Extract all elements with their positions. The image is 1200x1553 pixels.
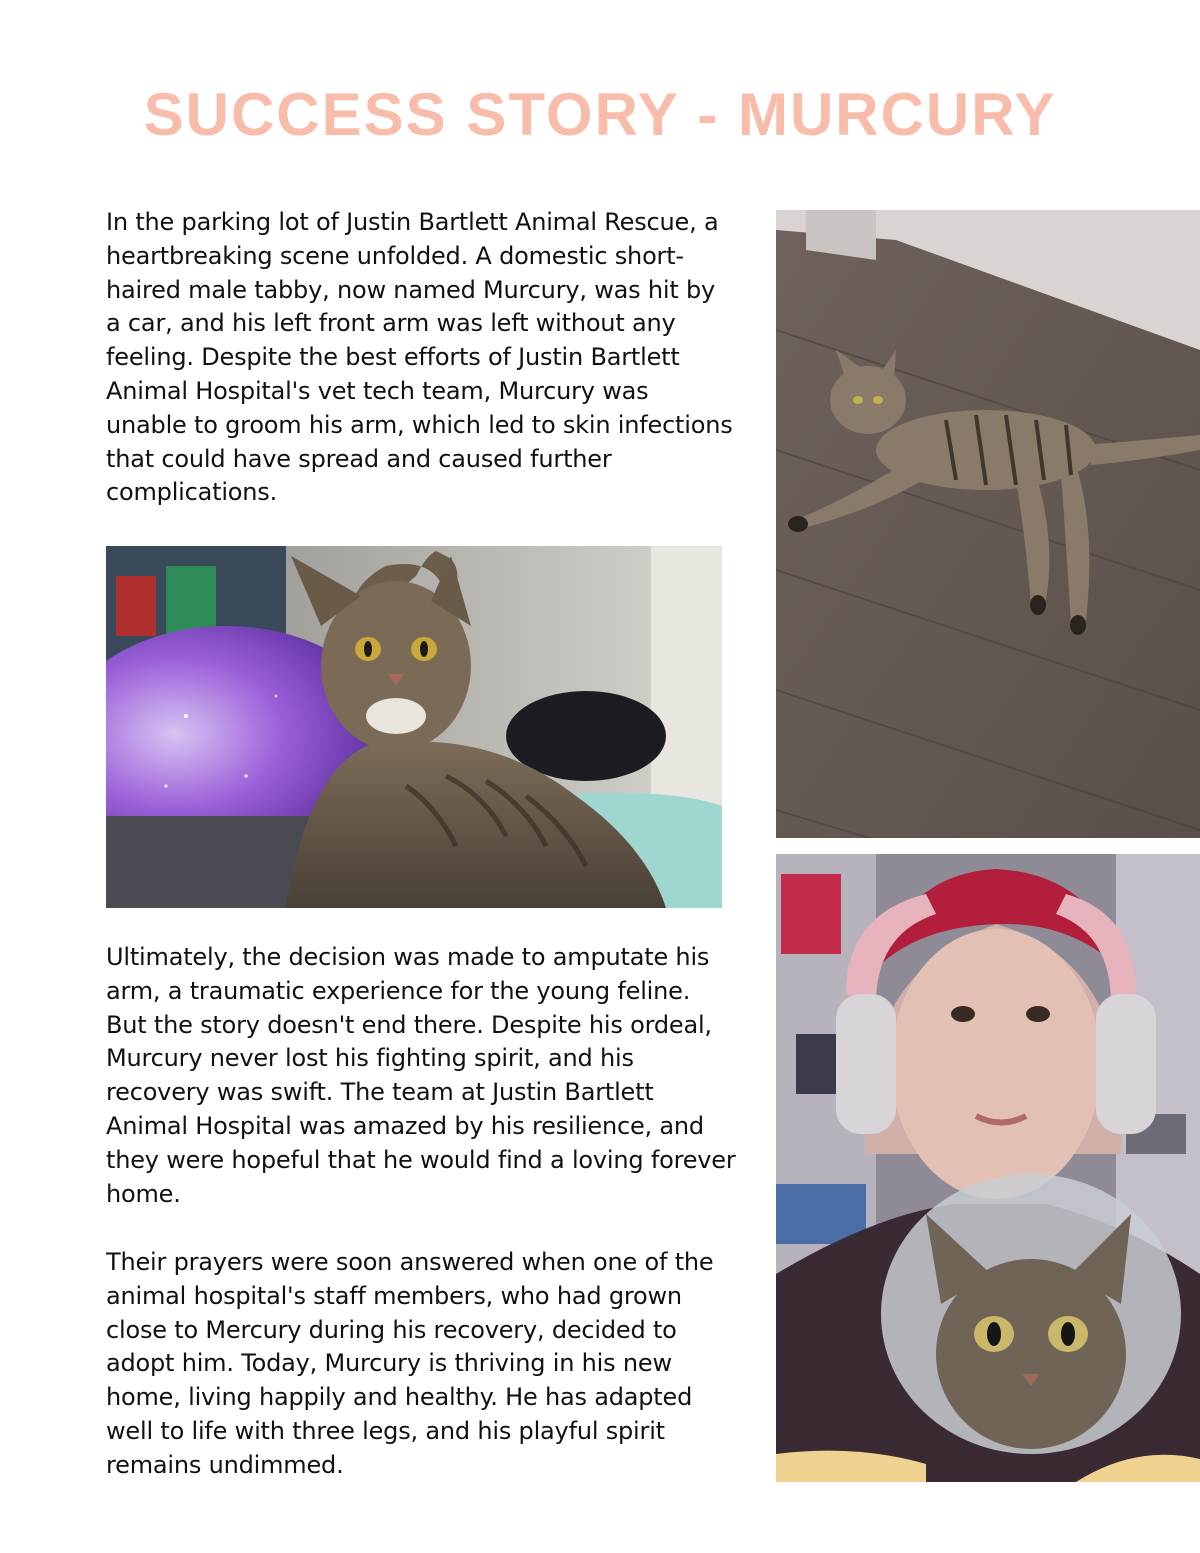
photo-tabby-cat-on-bed xyxy=(106,546,722,908)
page-title: SUCCESS STORY - MURCURY xyxy=(143,81,1057,148)
story-paragraph-3: Their prayers were soon answered when one of the animal hospital's staff members, who had grown close to Mercury during his recovery, decided to adopt him. Today, Murcury is thriving in his new home, living happily and healthy. He has adapted well to life with three legs, and his playful spirit remains undimmed. xyxy=(106,1248,714,1479)
story-paragraph-1: In the parking lot of Justin Bartlett Animal Rescue, a heartbreaking scene unfolded. A domestic short-haired male tabby, now named Murcury, was hit by a car, and his left front arm was left without any feeling. Despite the best efforts of Justin Bartlett Animal Hospital's vet tech team, Murcury was unable to groom his arm, which led to skin infections that could have spread and caused further complications. xyxy=(106,208,733,507)
photo-adopter-with-cat xyxy=(776,854,1200,1482)
story-paragraph-2: Ultimately, the decision was made to amputate his arm, a traumatic experience for the young feline. But the story doesn't end there. Despite his ordeal, Murcury never lost his fighting spirit, and his recovery was swift. The team at Justin Bartlett Animal Hospital was amazed by his resilience, and they were hopeful that he would find a loving forever home. xyxy=(106,943,736,1208)
photo-cat-lying-on-floor xyxy=(776,210,1200,838)
